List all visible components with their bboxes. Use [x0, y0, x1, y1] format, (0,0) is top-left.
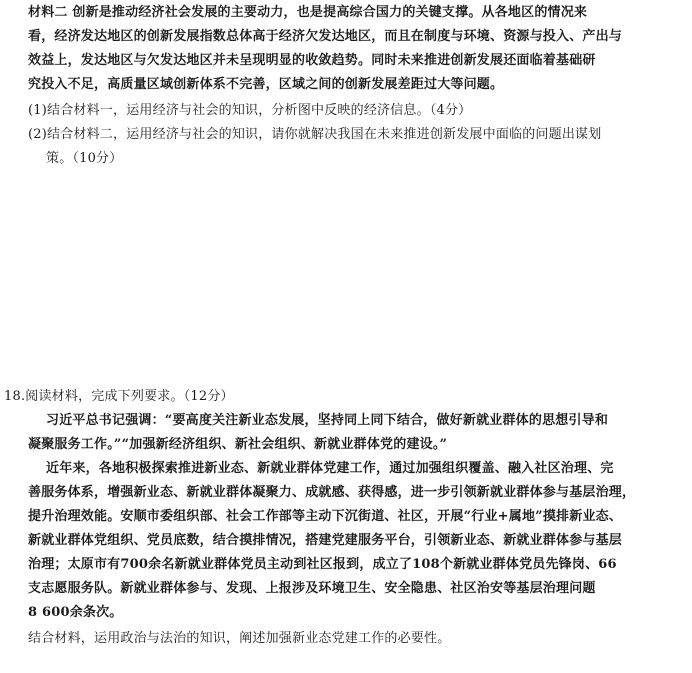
q18-line-2: 凝聚服务工作。”“加强新经济组织、新社会组织、新就业群体党的建设。” [28, 437, 448, 452]
question-18-title: 18.阅读材料，完成下列要求。（12分） [4, 389, 234, 404]
material2-line-2: 看，经济发达地区的创新发展指数总体高于经济欠发达地区，而且在制度与环境、资源与投入、产出与 [28, 29, 623, 44]
question-2-line-2: 策。（10分） [46, 151, 123, 166]
q18-line-3: 近年来，各地积极探索推进新业态、新就业群体党建工作，通过加强组织覆盖、融入社区治理、完 [46, 461, 614, 476]
question-2-line-1: (2)结合材料二，运用经济与社会的知识，请你就解决我国在未来推进创新发展中面临的问题出谋划 [28, 127, 602, 142]
q18-line-1: 习近平总书记强调：“要高度关注新业态发展，坚持同上同下结合，做好新就业群体的思想引导和 [46, 413, 609, 428]
q18-line-8: 支志愿服务队。新就业群体参与、发现、上报涉及环境卫生、安全隐患、社区治安等基层治理问题 [28, 581, 596, 596]
q18-line-6: 新就业群体党组织、党员底数，结合摸排情况，搭建党建服务平台，引领新业态、新就业群体参与基层 [28, 533, 623, 548]
q18-line-7: 治理；太原市有700余名新就业群体党员主动到社区报到，成立了108个新就业群体党员先锋岗、66 [28, 557, 617, 572]
material2-line-4: 究投入不足，高质量区域创新体系不完善，区域之间的创新发展差距过大等问题。 [28, 77, 504, 92]
material2-line-1: 材料二 创新是推动经济社会发展的主要动力，也是提高综合国力的关键支撑。从各地区的情况来 [28, 5, 588, 20]
q18-line-9: 8 600余条次。 [28, 605, 123, 620]
q18-task: 结合材料，运用政治与法治的知识，阐述加强新业态党建工作的必要性。 [28, 631, 451, 646]
q18-line-5: 提升治理效能。安顺市委组织部、社会工作部等主动下沉街道、社区，开展“行业+属地”摸排新业态、 [28, 509, 623, 524]
material2-line-3: 效益上，发达地区与欠发达地区并未呈现明显的收敛趋势。同时未来推进创新发展还面临着基础研 [28, 53, 596, 68]
q18-line-4: 善服务体系，增强新业态、新就业群体凝聚力、成就感、获得感，进一步引领新就业群体参与基层治理， [28, 485, 636, 500]
question-1: (1)结合材料一，运用经济与社会的知识，分析图中反映的经济信息。（4分） [28, 103, 472, 118]
